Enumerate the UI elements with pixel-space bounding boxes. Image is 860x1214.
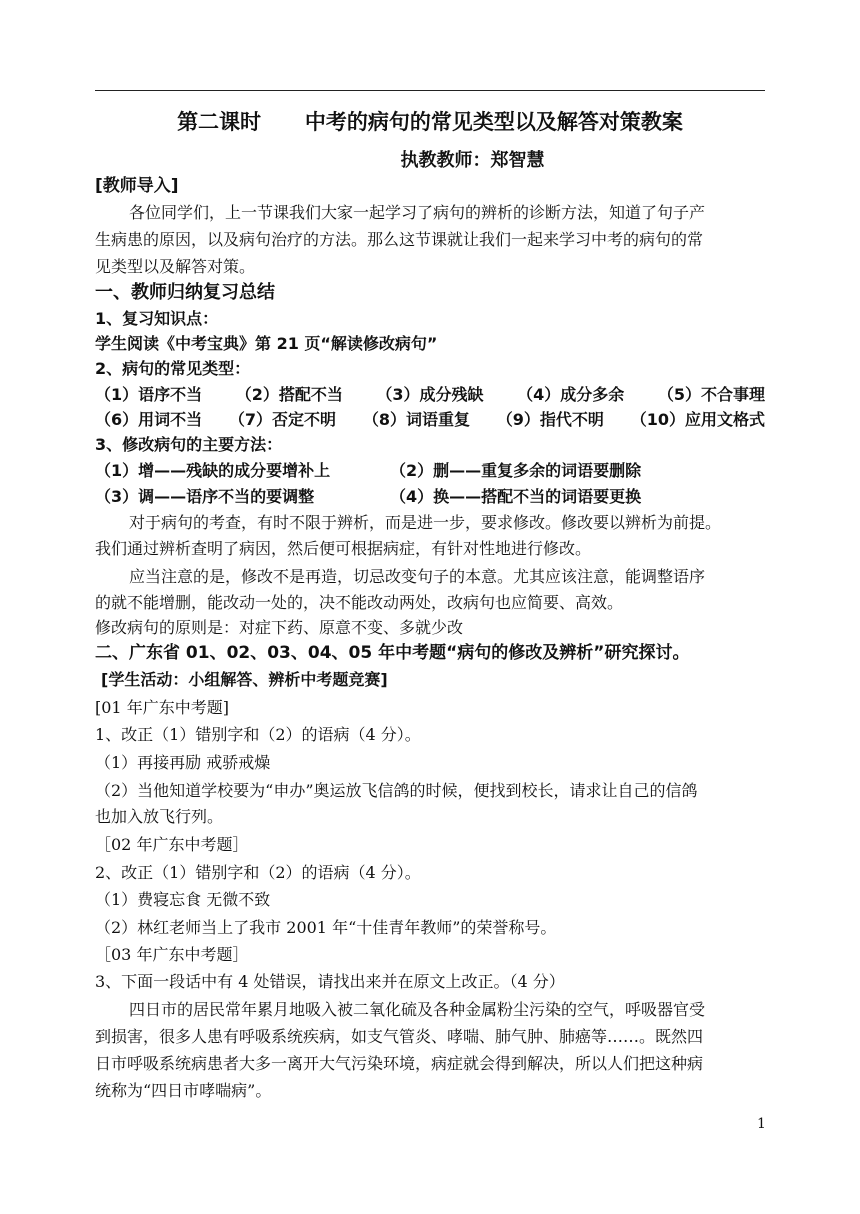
intro-line: 各位同学们，上一节课我们大家一起学习了病句的辨析的诊断方法，知道了句子产 xyxy=(129,203,706,222)
question-label: [01 年广东中考题] xyxy=(95,698,229,717)
activity-line: [学生活动：小组解答、辨析中考题竞赛] xyxy=(101,670,388,689)
paragraph-line: 对于病句的考查，有时不限于辨析，而是进一步，要求修改。修改要以辨析为前提。 xyxy=(129,513,722,532)
question-prompt: 1、改正（1）错别字和（2）的语病（4 分）。 xyxy=(95,725,421,744)
passage-line: 四日市的居民常年累月地吸入被二氧化硫及各种金属粉尘污染的空气，呼吸器官受 xyxy=(129,1000,706,1019)
page-number: 1 xyxy=(757,1116,766,1132)
question-words: （1）费寝忘食 无微不致 xyxy=(95,890,271,909)
teacher-line: 执教教师：郑智慧 xyxy=(400,150,545,171)
section2-heading: 二、广东省 01、02、03、04、05 年中考题“病句的修改及辨析”研究探讨。 xyxy=(95,643,690,663)
question-label: ［03 年广东中考题］ xyxy=(95,945,249,964)
method-item: （4）换——搭配不当的词语要更换 xyxy=(390,487,642,506)
review-heading: 1、复习知识点： xyxy=(95,309,219,328)
review-text: 学生阅读《中考宝典》第 21 页“解读修改病句” xyxy=(95,334,438,353)
type-item: （3）成分残缺 xyxy=(376,385,484,404)
paragraph-line: 我们通过辨析查明了病因，然后便可根据病症，有针对性地进行修改。 xyxy=(95,539,592,558)
types-row-2 xyxy=(95,409,765,431)
type-item: （1）语序不当 xyxy=(95,385,203,404)
paragraph-line: 的就不能增删，能改动一处的，决不能改动两处，改病句也应简要、高效。 xyxy=(95,593,624,612)
types-row-1 xyxy=(95,384,765,406)
type-item: （5）不合事理 xyxy=(657,385,765,404)
principle-line: 修改病句的原则是：对症下药、原意不变、多就少改 xyxy=(95,618,464,637)
intro-heading: [教师导入] xyxy=(95,176,179,196)
type-item: （9）指代不明 xyxy=(496,410,604,429)
intro-line: 见类型以及解答对策。 xyxy=(95,257,256,276)
page-title: 第二课时 中考的病句的常见类型以及解答对策教案 xyxy=(177,110,683,134)
type-item: （8）词语重复 xyxy=(362,410,470,429)
paragraph-line: 应当注意的是，修改不是再造，切忌改变句子的本意。尤其应该注意，能调整语序 xyxy=(129,567,706,586)
question-prompt: 3、下面一段话中有 4 处错误，请找出来并在原文上改正。（4 分） xyxy=(95,972,565,991)
passage-line: 日市呼吸系统病患者大多一离开大气污染环境，病症就会得到解决，所以人们把这种病 xyxy=(95,1054,704,1073)
passage-line: 到损害，很多人患有呼吸系统疾病，如支气管炎、哮喘、肺气肿、肺癌等……。既然四 xyxy=(95,1027,704,1046)
question-label: ［02 年广东中考题］ xyxy=(95,835,249,854)
question-sentence: 也加入放飞行列。 xyxy=(95,807,224,826)
question-sentence: （2）林红老师当上了我市 2001 年“十佳青年教师”的荣誉称号。 xyxy=(95,918,557,937)
question-sentence: （2）当他知道学校要为“申办”奥运放飞信鸽的时候，便找到校长，请求让自己的信鸽 xyxy=(95,781,698,800)
passage-line: 统称为“四日市哮喘病”。 xyxy=(95,1081,272,1100)
section1-heading: 一、教师归纳复习总结 xyxy=(95,282,275,303)
intro-line: 生病患的原因，以及病句治疗的方法。那么这节课就让我们一起来学习中考的病句的常 xyxy=(95,230,704,249)
type-item: （2）搭配不当 xyxy=(235,385,343,404)
method-item: （2）删——重复多余的词语要删除 xyxy=(390,461,642,480)
type-item: （4）成分多余 xyxy=(517,385,625,404)
method-item: （3）调——语序不当的要调整 xyxy=(95,487,315,506)
type-item: （7）否定不明 xyxy=(228,410,337,429)
question-prompt: 2、改正（1）错别字和（2）的语病（4 分）。 xyxy=(95,863,421,882)
types-heading: 2、病句的常见类型： xyxy=(95,359,251,378)
header-rule xyxy=(95,90,765,91)
type-item: （10）应用文格式 xyxy=(630,410,765,429)
method-item: （1）增——残缺的成分要增补上 xyxy=(95,461,331,480)
methods-heading: 3、修改病句的主要方法： xyxy=(95,435,283,454)
type-item: （6）用词不当 xyxy=(95,410,203,429)
question-words: （1）再接再励 戒骄戒燥 xyxy=(95,753,271,772)
